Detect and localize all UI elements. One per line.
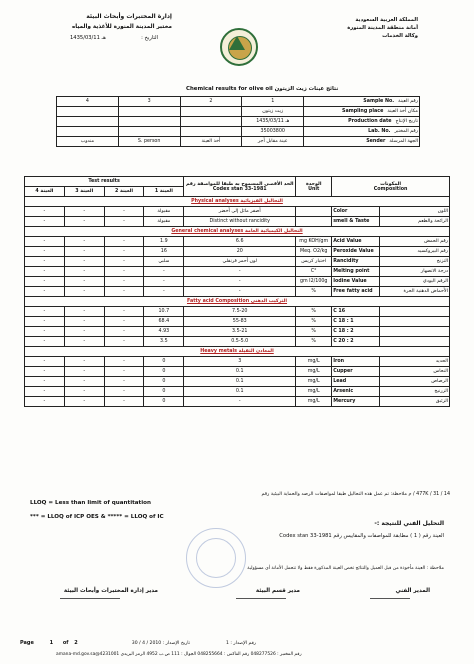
unit-value: mg/L (296, 367, 332, 377)
result-value: - (64, 207, 104, 217)
result-value: - (25, 267, 65, 277)
result-value: 3.5 (144, 337, 184, 347)
result-value: - (25, 397, 65, 407)
footnote-reference: 477K / 31 / 14 / م ملاحظة: تم عمل هذه التحاليل طبقا لمواصفات الرصد والحماية البيئية رقم (261, 492, 450, 497)
info-value: S. person (118, 137, 180, 147)
limit-value: 0.5-5.0 (184, 337, 296, 347)
info-value (57, 107, 119, 117)
result-value: - (25, 307, 65, 317)
header-right-line2: أمانة منطقة المدينة المنورة (347, 25, 418, 31)
limit-value: 0.1 (184, 367, 296, 377)
component-ar: الحديد (380, 357, 450, 367)
limit-value: Distinct without rancidity (184, 217, 296, 227)
component-en: Free fatty acid (332, 287, 380, 297)
component-ar: الزئبق (380, 397, 450, 407)
info-label-ar: تاريخ الإنتاج (395, 119, 418, 124)
info-value (180, 107, 242, 117)
result-value: - (25, 357, 65, 367)
info-label-ar: رقم العينة (398, 99, 418, 104)
result-value: - (25, 247, 65, 257)
component-ar: رقم البيروكسيد (380, 247, 450, 257)
component-ar: الأحماض الدهنية الحرة (380, 287, 450, 297)
unit-value: mg/L (296, 357, 332, 367)
component-ar (380, 327, 450, 337)
result-value: - (64, 317, 104, 327)
result-value: - (64, 357, 104, 367)
info-value: مندوب (57, 137, 119, 147)
page-indicator (20, 640, 78, 646)
result-value: - (104, 247, 144, 257)
info-value (180, 117, 242, 127)
page-number: 1 (49, 640, 54, 646)
composition-header (332, 177, 450, 197)
page-label: Page (20, 640, 34, 646)
info-value (57, 127, 119, 137)
limit-value: 3 (184, 357, 296, 367)
component-ar (380, 307, 450, 317)
result-value: - (64, 337, 104, 347)
unit-header-en: Unit (308, 186, 320, 192)
result-value: مقبولة (144, 217, 184, 227)
sample-col-1: العينة 1 (144, 187, 184, 197)
component-en: Iron (332, 357, 380, 367)
unit-value: mg/L (296, 397, 332, 407)
info-value (180, 127, 242, 137)
component-ar: التزنخ (380, 257, 450, 267)
info-value: 4 (57, 97, 119, 107)
page-total: 2 (74, 640, 78, 646)
signature-left-label: مدير إدارة المختبرات وأبحاث البيئة (63, 588, 158, 594)
info-value: 35003800 (242, 127, 304, 137)
info-value: 3 (118, 97, 180, 107)
component-ar: الرائحة والطعم (380, 217, 450, 227)
result-row (25, 217, 450, 227)
signature-line-right (370, 598, 410, 599)
sample-col-2: العينة 2 (104, 187, 144, 197)
result-value: - (104, 217, 144, 227)
result-value: - (144, 277, 184, 287)
info-label-ar: مكان أخذ العينة (387, 109, 418, 114)
component-en: Mercury (332, 397, 380, 407)
result-row (25, 377, 450, 387)
result-value: - (25, 287, 65, 297)
result-value: - (104, 257, 144, 267)
component-ar: رقم الحمض (380, 237, 450, 247)
info-label (304, 137, 420, 147)
header-right-line3: وكالة الخدمات (382, 33, 418, 39)
issue-number: رقم الإصدار : 1 (225, 641, 256, 646)
result-value: - (104, 307, 144, 317)
limit-value: 6.6 (184, 237, 296, 247)
unit-value: mg/L (296, 387, 332, 397)
result-value: - (104, 267, 144, 277)
result-value: 0 (144, 397, 184, 407)
info-label (304, 97, 420, 107)
result-value: - (104, 337, 144, 347)
info-value (118, 127, 180, 137)
result-value: - (104, 327, 144, 337)
result-row (25, 327, 450, 337)
result-value: 0 (144, 377, 184, 387)
sample-info-table (56, 96, 420, 147)
unit-value: اختبار كريس (296, 257, 332, 267)
info-value (57, 117, 119, 127)
limit-value: 0.1 (184, 387, 296, 397)
result-row (25, 247, 450, 257)
result-value: - (25, 277, 65, 287)
result-value: - (64, 237, 104, 247)
unit-value: % (296, 307, 332, 317)
result-value: - (104, 237, 144, 247)
info-row (57, 107, 420, 117)
result-value: - (64, 307, 104, 317)
result-value: - (104, 377, 144, 387)
info-value: 1 (242, 97, 304, 107)
sample-col-3: العينة 3 (64, 187, 104, 197)
result-value: - (64, 367, 104, 377)
result-value: - (64, 257, 104, 267)
info-value (118, 117, 180, 127)
result-value: 0 (144, 357, 184, 367)
result-row (25, 307, 450, 317)
limit-header-ar: الحد الأقصى المسموح به طبقا للمواصفة رقم (185, 181, 294, 187)
result-value: - (64, 327, 104, 337)
lloq-line2: *** = LLOQ of ICP OES & ***** = LLOQ of IC (30, 514, 164, 520)
info-label-ar: الجهة المرسلة (389, 139, 418, 144)
section-header-row (25, 347, 450, 357)
unit-value (296, 217, 332, 227)
section-header-row (25, 297, 450, 307)
unit-value: Meq. O2/kg (296, 247, 332, 257)
result-row (25, 337, 450, 347)
result-row (25, 207, 450, 217)
result-row (25, 357, 450, 367)
result-value: 1.9 (144, 237, 184, 247)
limit-value: 20 (184, 247, 296, 257)
header-left-line1: إدارة المختبرات وأبحاث البيئة (86, 13, 172, 20)
result-value: - (25, 217, 65, 227)
result-value: - (104, 387, 144, 397)
component-en: Cupper (332, 367, 380, 377)
unit-value: % (296, 337, 332, 347)
result-value: - (104, 367, 144, 377)
emblem-triangle (229, 36, 245, 50)
component-ar: اللون (380, 207, 450, 217)
signature-line-left (60, 598, 120, 599)
result-value: - (25, 237, 65, 247)
info-label (304, 127, 420, 137)
unit-header (296, 177, 332, 197)
info-label (304, 117, 420, 127)
limit-value: 3.5-21 (184, 327, 296, 337)
result-value: - (25, 317, 65, 327)
composition-header-en: Composition (373, 186, 408, 192)
component-en: Color (332, 207, 380, 217)
result-value: 16 (144, 247, 184, 257)
info-value: أخذ العينة (180, 137, 242, 147)
sample-col-4: العينة 4 (25, 187, 65, 197)
info-label-en: Production date (348, 119, 392, 124)
result-row (25, 257, 450, 267)
issue-date: تاريخ الإصدار : 2010 / 4 / 30 (131, 641, 190, 646)
unit-header-ar: الوحدة (305, 181, 322, 187)
result-value: - (64, 377, 104, 387)
limit-value: - (184, 287, 296, 297)
info-value: زيت زيتون (242, 107, 304, 117)
result-value: - (64, 247, 104, 257)
component-en: C 18 : 2 (332, 327, 380, 337)
lloq-line1: LLOQ = Less than limit of quantitation (30, 500, 151, 506)
disclaimer: ملاحظة : العينة مأخوذة من قبل العميل والنتائج تخص العينة المذكورة فقط ولا تتحمل الأمانة أي مسؤولية (247, 566, 444, 571)
result-value: 0 (144, 367, 184, 377)
result-value: - (25, 337, 65, 347)
limit-value: 55-83 (184, 317, 296, 327)
page-of-label: of (62, 640, 69, 646)
component-en: Iodine Value (332, 277, 380, 287)
footer-address: amana-md.gov.sa@4231001 رقم المختبر : 048277526 رقم الفاكس : 048255664 الجوال : 111 ص.ب 4952 الرمز البريدي (56, 652, 302, 657)
opinion-line1: العينة رقم ( 1 ) مطابقة للمواصفات والمقاييس رقم Codex stan 33-1981 (279, 533, 444, 539)
component-en: C 16 (332, 307, 380, 317)
limit-value: لون أحمر قرنفلي (184, 257, 296, 267)
result-value: - (25, 387, 65, 397)
info-value: 1435/03/11 هـ (242, 117, 304, 127)
limit-value: 7.5-20 (184, 307, 296, 317)
unit-value: mg/L (296, 377, 332, 387)
result-value: - (64, 277, 104, 287)
component-en: C 20 : 2 (332, 337, 380, 347)
info-label (304, 107, 420, 117)
section-title: Physical analyses التحاليل الفيزيائية (25, 197, 450, 207)
unit-value (296, 207, 332, 217)
component-ar: الرقم اليودي (380, 277, 450, 287)
info-row (57, 127, 420, 137)
result-value: 4.93 (144, 327, 184, 337)
component-ar: الزرنيخ (380, 387, 450, 397)
section-header-row (25, 197, 450, 207)
component-ar: النحاس (380, 367, 450, 377)
component-en: C 18 : 1 (332, 317, 380, 327)
date-label: التاريخ : (141, 35, 158, 41)
result-value: - (144, 287, 184, 297)
result-value: - (64, 287, 104, 297)
result-row (25, 277, 450, 287)
limit-value: - (184, 267, 296, 277)
limit-value: - (184, 397, 296, 407)
result-value: - (25, 257, 65, 267)
result-value: - (104, 357, 144, 367)
result-value: - (104, 397, 144, 407)
result-value: - (64, 217, 104, 227)
section-title: Fatty acid Composition التركيب الدهني (25, 297, 450, 307)
result-value: - (104, 287, 144, 297)
official-stamp-inner (196, 538, 236, 578)
header-right-line1: المملكة العربية السعودية (355, 17, 418, 23)
result-value: - (104, 207, 144, 217)
result-value: سلبي (144, 257, 184, 267)
component-en: Rancidity (332, 257, 380, 267)
unit-value: % (296, 327, 332, 337)
result-value: مقبولة (144, 207, 184, 217)
limit-header (184, 177, 296, 197)
section-title: General chemical analyses التحاليل الكيميائية العامة (25, 227, 450, 237)
result-value: - (104, 317, 144, 327)
limit-value: أصفر مائل إلى أخضر (184, 207, 296, 217)
limit-value: - (184, 277, 296, 287)
header-left-line2: مختبر المدينة المنورة للأغذية والمياه (71, 24, 172, 30)
result-row (25, 237, 450, 247)
limit-value: 0.1 (184, 377, 296, 387)
result-value: - (25, 207, 65, 217)
component-en: Peroxide Value (332, 247, 380, 257)
unit-value: % (296, 317, 332, 327)
result-value: - (25, 377, 65, 387)
component-ar (380, 337, 450, 347)
signature-right-label: المدير الفني (395, 588, 430, 594)
info-label-en: Sampling place (342, 109, 384, 114)
info-value (118, 107, 180, 117)
report-title: Chemical results for olive oil نتائج عينات زيت الزيتون (186, 86, 339, 92)
result-value: - (144, 267, 184, 277)
info-label-ar: رقم المختبر (394, 129, 418, 134)
component-en: Acid Value (332, 237, 380, 247)
info-row (57, 117, 420, 127)
result-value: - (25, 367, 65, 377)
result-value: 0 (144, 387, 184, 397)
info-row (57, 137, 420, 147)
signature-line-center (236, 598, 286, 599)
component-ar: الرصاص (380, 377, 450, 387)
result-value: - (25, 327, 65, 337)
section-title: Heavy metals المعادن الثقيلة (25, 347, 450, 357)
info-label-en: Sender (366, 139, 386, 144)
results-header-en: Test results (25, 177, 184, 187)
result-row (25, 287, 450, 297)
result-row (25, 317, 450, 327)
info-label-en: Sample No. (363, 99, 395, 104)
result-row (25, 397, 450, 407)
component-en: Melting point (332, 267, 380, 277)
unit-value: gm I2/100g (296, 277, 332, 287)
info-value: 2 (180, 97, 242, 107)
unit-value: % (296, 287, 332, 297)
date-value: 1435/03/11 هـ (70, 35, 106, 41)
result-value: - (64, 267, 104, 277)
info-label-en: Lab. No. (368, 129, 391, 134)
signature-center-label: مدير قسم البيئة (255, 588, 300, 594)
unit-value: mg KOH/gm (296, 237, 332, 247)
result-value: - (104, 277, 144, 287)
info-value: عينة مقابل أجر (242, 137, 304, 147)
component-en: Lead (332, 377, 380, 387)
component-en: Arsenic (332, 387, 380, 397)
result-value: 68.4 (144, 317, 184, 327)
result-value: 10.7 (144, 307, 184, 317)
section-header-row (25, 227, 450, 237)
result-row (25, 367, 450, 377)
result-value: - (64, 387, 104, 397)
result-value: - (64, 397, 104, 407)
limit-header-en: Codex stan 33-1981 (212, 186, 267, 192)
info-row (57, 97, 420, 107)
opinion-title: التحليل الفني للنتيجة :- (374, 520, 444, 527)
composition-header-ar: المكونات (380, 181, 402, 187)
result-row (25, 267, 450, 277)
component-en: smell & Taste (332, 217, 380, 227)
results-table (24, 176, 450, 407)
component-ar (380, 317, 450, 327)
component-ar: درجة الانصهار (380, 267, 450, 277)
result-row (25, 387, 450, 397)
unit-value: C° (296, 267, 332, 277)
